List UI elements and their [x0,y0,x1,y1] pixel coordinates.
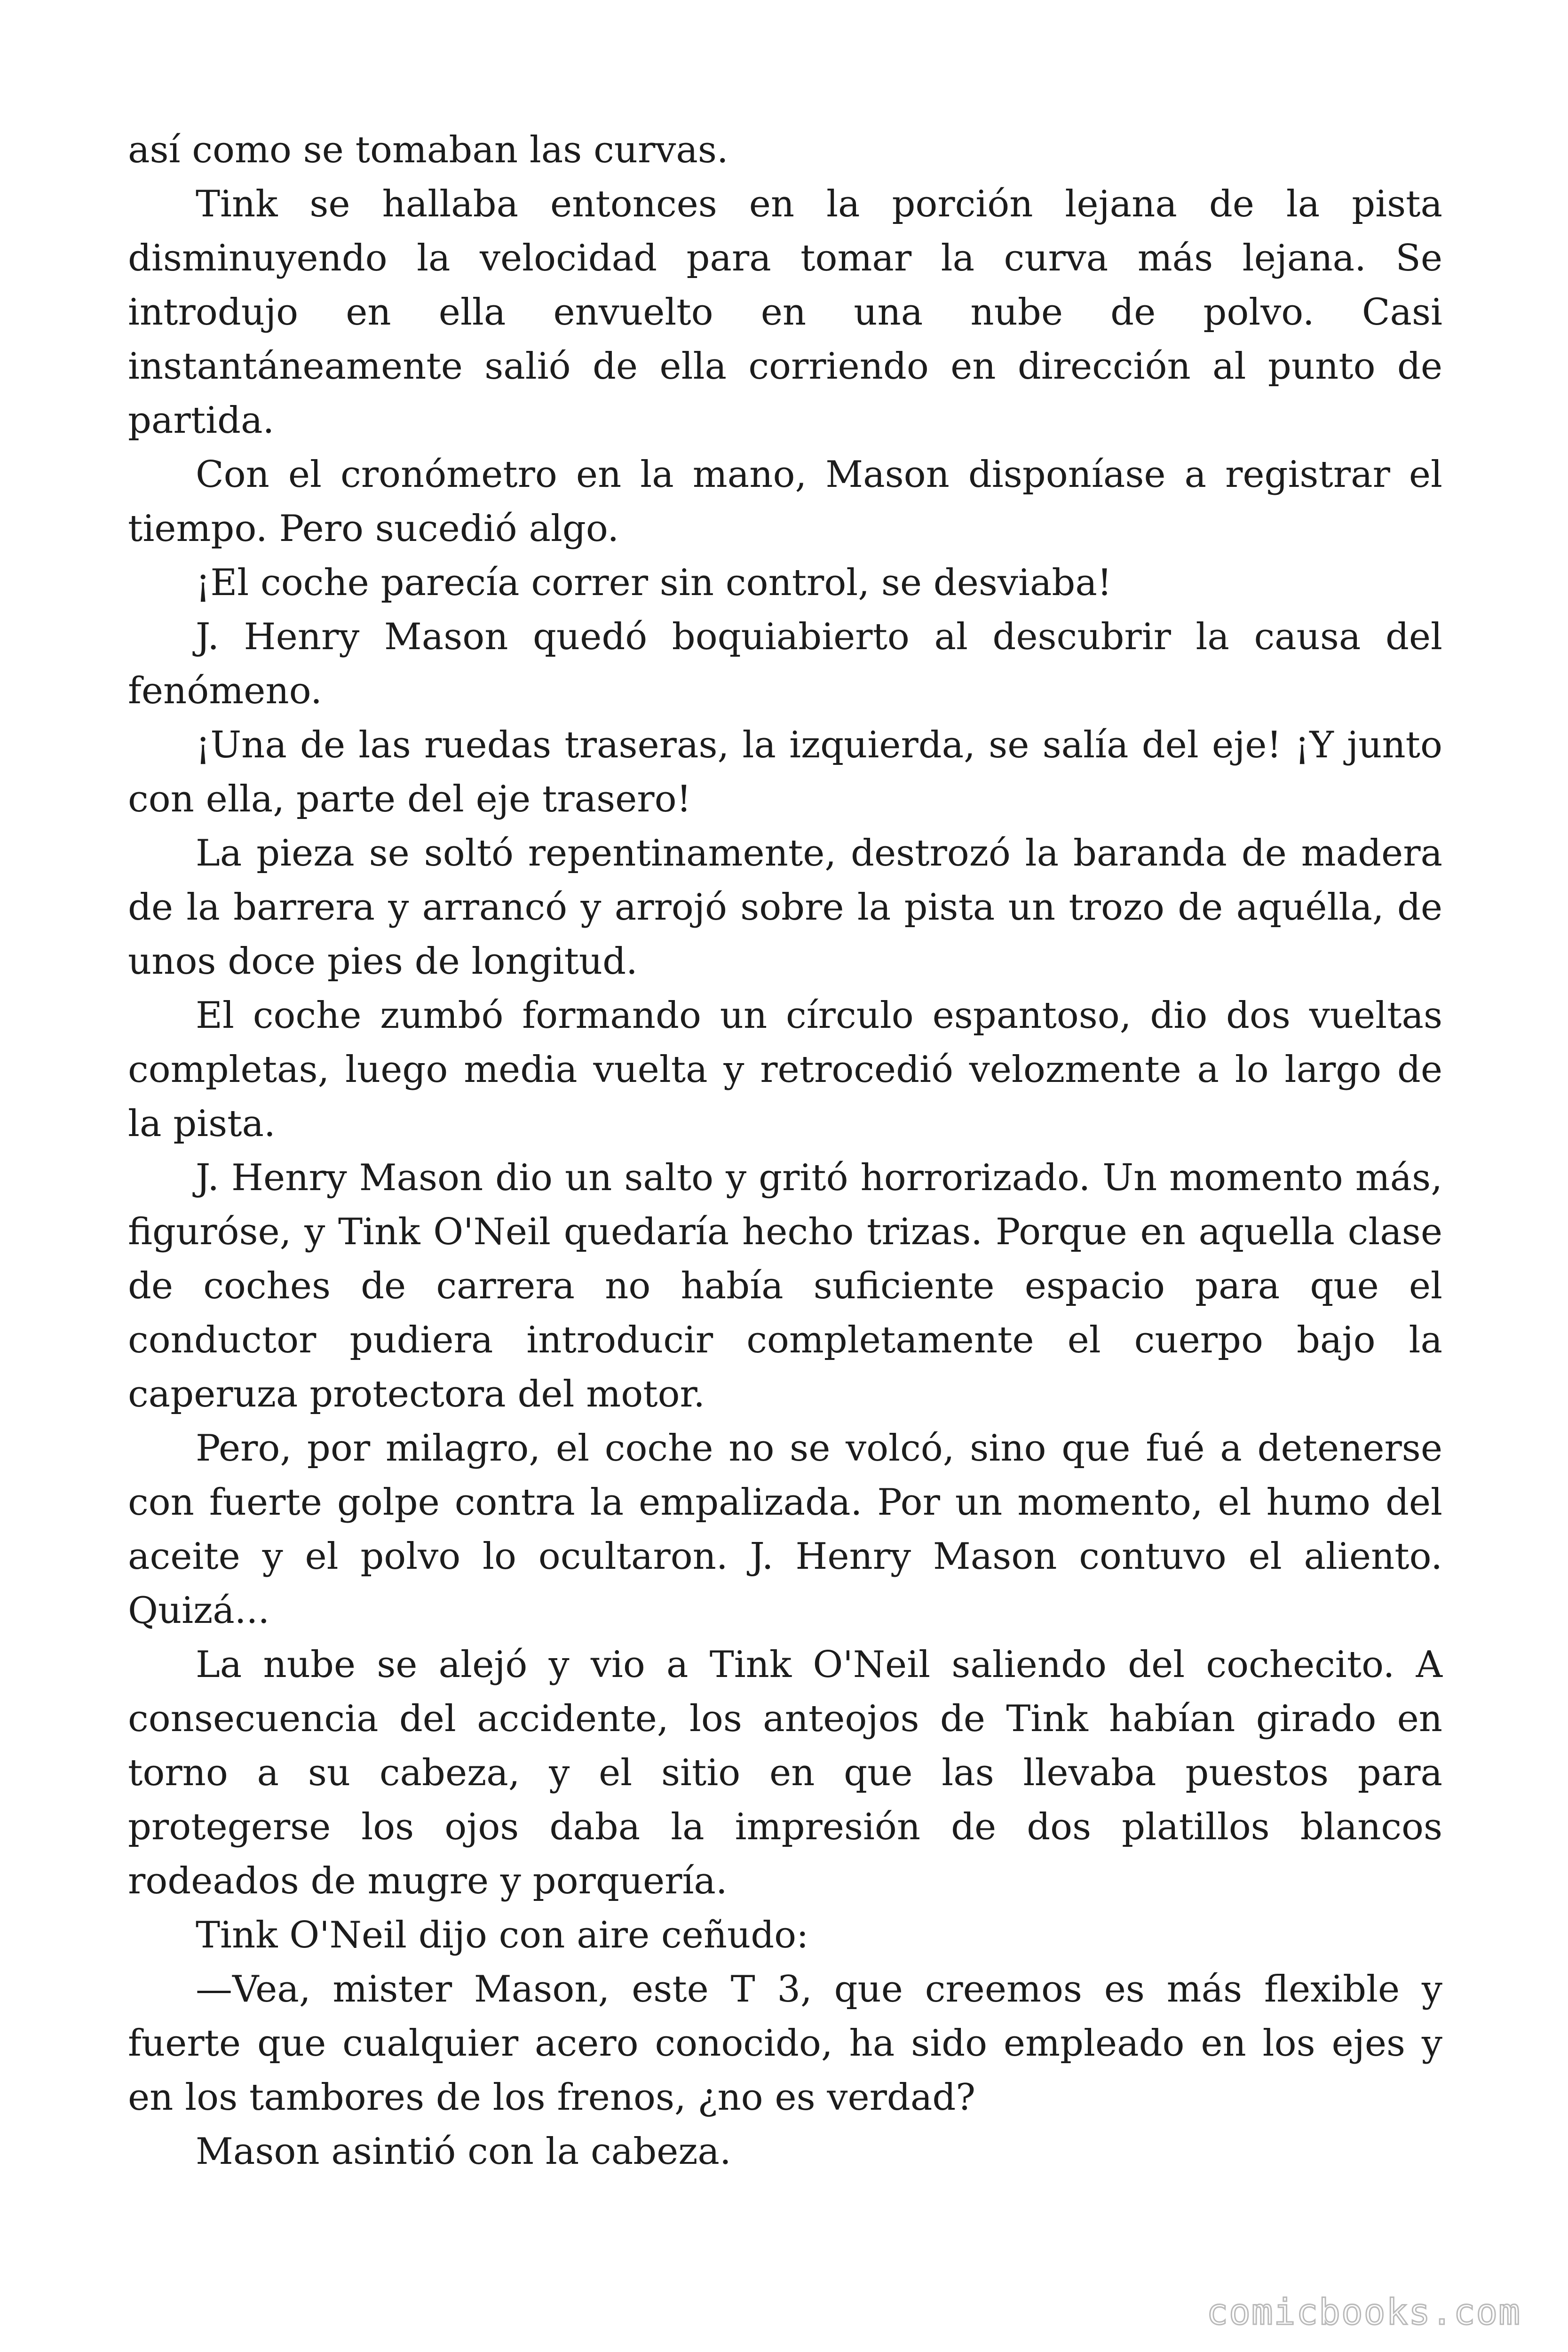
paragraph-12: Tink O'Neil dijo con aire ceñudo: [196,1914,809,1956]
paragraph-13: —Vea, mister Mason, este T 3, que creemos es más flexible y fuerte que cualquier acero conocido, ha sido empleado en los ejes y en los tambores de los frenos, ¿no es verdad? [128,1968,1442,2119]
paragraph-3: Con el cronómetro en la mano, Mason disponíase a registrar el tiempo. Pero sucedió algo. [128,453,1442,550]
paragraph-8: El coche zumbó formando un círculo espantoso, dio dos vueltas completas, luego media vuelta y retrocedió velozmente a lo largo de la pista. [128,994,1442,1145]
paragraph-11: La nube se alejó y vio a Tink O'Neil saliendo del cochecito. A consecuencia del accidente, los anteojos de Tink habían girado en torno a su cabeza, y el sitio en que las llevaba puestos para protegerse los ojos daba la impresión de dos platillos blancos rodeados de mugre y porquería. [128,1644,1442,1902]
paragraph-2: Tink se hallaba entonces en la porción lejana de la pista disminuyendo la velocidad para tomar la curva más lejana. Se introdujo en ella envuelto en una nube de polvo. Casi instantáneamente salió de ella corriendo en dirección al punto de partida. [128,183,1442,442]
paragraph-6: ¡Una de las ruedas traseras, la izquierda, se salía del eje! ¡Y junto con ella, parte del eje trasero! [128,724,1442,820]
paragraph-9: J. Henry Mason dio un salto y gritó horrorizado. Un momento más, figuróse, y Tink O'Neil quedaría hecho trizas. Porque en aquella clase de coches de carrera no había suficiente espacio para que el conductor pudiera introducir completamente el cuerpo bajo la caperuza protectora del motor. [128,1157,1442,1415]
page-text [128,123,1442,2179]
watermark: comicbooks.com [1206,2291,1521,2333]
paragraph-4: ¡El coche parecía correr sin control, se desviaba! [196,562,1112,604]
paragraph-10: Pero, por milagro, el coche no se volcó, sino que fué a detenerse con fuerte golpe contra la empalizada. Por un momento, el humo del aceite y el polvo lo ocultaron. J. Henry Mason contuvo el aliento. Quizá... [128,1427,1442,1632]
paragraph-7: La pieza se soltó repentinamente, destrozó la baranda de madera de la barrera y arrancó y arrojó sobre la pista un trozo de aquélla, de unos doce pies de longitud. [128,832,1442,983]
paragraph-1: así como se tomaban las curvas. [128,129,729,171]
paragraph-14: Mason asintió con la cabeza. [196,2130,731,2173]
paragraph-5: J. Henry Mason quedó boquiabierto al descubrir la causa del fenómeno. [128,616,1442,712]
